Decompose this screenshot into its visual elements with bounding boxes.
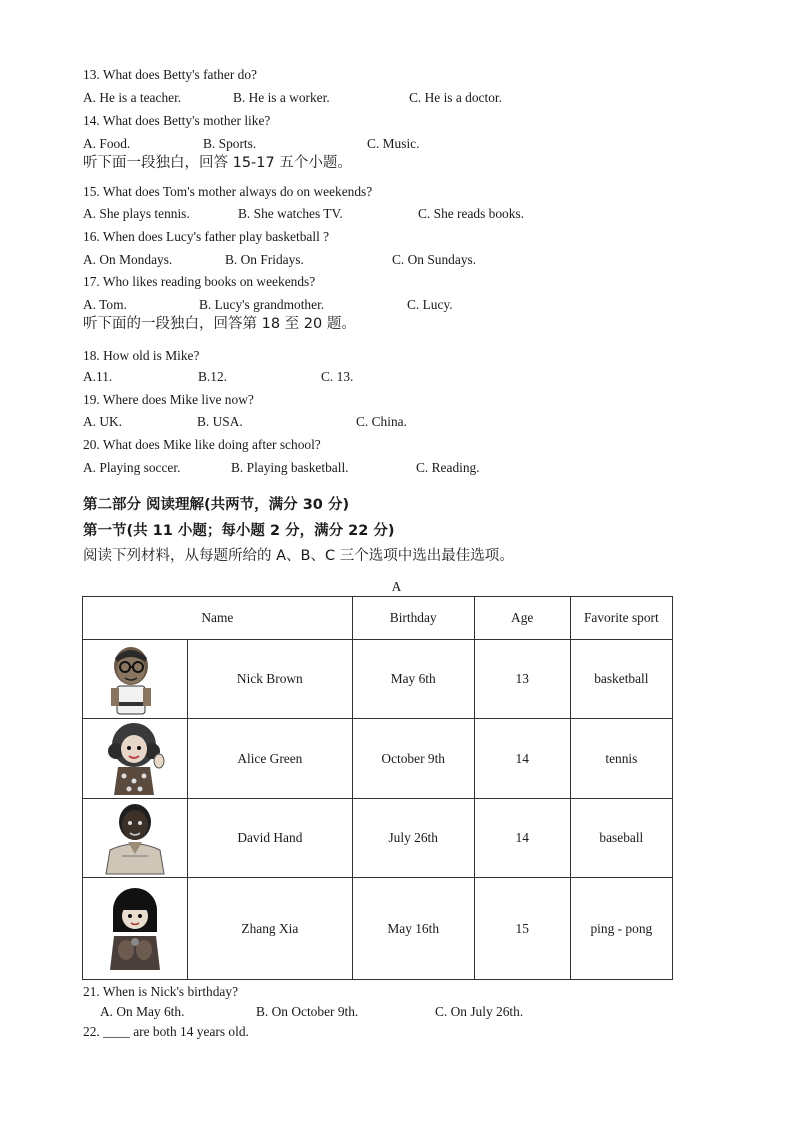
question-21-options: [83, 1003, 683, 1021]
student-birthday: May 16th: [352, 878, 474, 980]
option-c: C. Reading.: [416, 460, 480, 475]
question-14-options: [83, 135, 683, 153]
passage-label: A: [391, 579, 402, 594]
option-a: A. Food.: [83, 136, 131, 151]
question-15: 15. What does Tom's mother always do on weekends?: [83, 184, 373, 199]
avatar-cell: [83, 799, 188, 878]
student-sport: basketball: [570, 640, 672, 719]
option-a: A. Tom.: [83, 297, 127, 312]
avatar-cell: [83, 719, 188, 799]
option-c: C. China.: [356, 414, 407, 429]
option-b: B.12.: [198, 369, 228, 384]
option-b: B. She watches TV.: [238, 206, 343, 221]
option-c: C. He is a doctor.: [409, 90, 502, 105]
table-row: [83, 640, 673, 719]
option-c: C. On Sundays.: [392, 252, 477, 267]
question-21: 21. When is Nick's birthday?: [83, 984, 239, 999]
question-15-options: [83, 205, 683, 223]
student-age: 14: [474, 719, 570, 799]
option-c: C. 13.: [321, 369, 354, 384]
student-sport: baseball: [570, 799, 672, 878]
student-name: Alice Green: [188, 719, 353, 799]
question-16: 16. When does Lucy's father play basketball ?: [83, 229, 330, 244]
student-name: Nick Brown: [188, 640, 353, 719]
student-age: 14: [474, 799, 570, 878]
question-20-options: [83, 459, 683, 477]
option-b: B. He is a worker.: [233, 90, 330, 105]
question-14: 14. What does Betty's mother like?: [83, 113, 271, 128]
listening-instruction-18-20: 听下面的一段独白，回答第 18 至 20 题。: [83, 316, 356, 332]
student-birthday: October 9th: [352, 719, 474, 799]
question-18-options: [83, 368, 683, 386]
avatar-cell: [83, 640, 188, 719]
option-c: C. She reads books.: [418, 206, 525, 221]
student-birthday: July 26th: [352, 799, 474, 878]
option-a: A. She plays tennis.: [83, 206, 190, 221]
student-name: Zhang Xia: [188, 878, 353, 980]
question-22: 22. ____ are both 14 years old.: [83, 1024, 249, 1039]
table-row: [83, 799, 673, 878]
girl-black-hair-icon: [102, 884, 168, 974]
girl-curly-hair-icon: [104, 721, 166, 797]
avatar-cell: [83, 878, 188, 980]
student-birthday: May 6th: [352, 640, 474, 719]
student-sport: tennis: [570, 719, 672, 799]
table-row: [83, 878, 673, 980]
boy-glasses-icon: [105, 642, 165, 716]
header-age: Age: [474, 597, 570, 640]
option-a: A. He is a teacher.: [83, 90, 182, 105]
option-a: A. Playing soccer.: [83, 460, 181, 475]
option-b: B. USA.: [197, 414, 243, 429]
question-19-options: [83, 413, 683, 431]
option-a: A.11.: [83, 369, 113, 384]
option-a: A. UK.: [83, 414, 123, 429]
student-info-table: [82, 596, 673, 980]
header-birthday: Birthday: [352, 597, 474, 640]
option-b: B. On Fridays.: [225, 252, 304, 267]
part2-heading: 第二部分 阅读理解(共两节，满分 30 分): [83, 497, 350, 513]
option-b: B. Playing basketball.: [231, 460, 349, 475]
option-a: A. On Mondays.: [83, 252, 173, 267]
option-b: B. Sports.: [203, 136, 257, 151]
option-b: B. Lucy's grandmother.: [199, 297, 325, 312]
section1-heading: 第一节(共 11 小题；每小题 2 分，满分 22 分): [83, 523, 395, 539]
header-favorite-sport: Favorite sport: [570, 597, 672, 640]
option-a: A. On May 6th.: [100, 1004, 185, 1019]
option-b: B. On October 9th.: [256, 1004, 359, 1019]
question-18: 18. How old is Mike?: [83, 348, 200, 363]
question-13-options: [83, 89, 683, 107]
boy-dark-icon: [102, 800, 168, 876]
question-13: 13. What does Betty's father do?: [83, 67, 257, 82]
option-c: C. Lucy.: [407, 297, 453, 312]
header-name: Name: [83, 597, 353, 640]
question-20: 20. What does Mike like doing after school?: [83, 437, 321, 452]
reading-instruction: 阅读下列材料，从每题所给的 A、B、C 三个选项中选出最佳选项。: [83, 548, 514, 564]
question-16-options: [83, 251, 683, 269]
listening-instruction-15-17: 听下面一段独白，回答 15-17 五个小题。: [83, 155, 352, 171]
student-sport: ping - pong: [570, 878, 672, 980]
student-age: 13: [474, 640, 570, 719]
question-17-options: [83, 296, 683, 314]
student-age: 15: [474, 878, 570, 980]
question-17: 17. Who likes reading books on weekends?: [83, 274, 316, 289]
question-19: 19. Where does Mike live now?: [83, 392, 254, 407]
table-header-row: [83, 597, 673, 640]
option-c: C. On July 26th.: [435, 1004, 524, 1019]
table-row: [83, 719, 673, 799]
student-name: David Hand: [188, 799, 353, 878]
option-c: C. Music.: [367, 136, 420, 151]
